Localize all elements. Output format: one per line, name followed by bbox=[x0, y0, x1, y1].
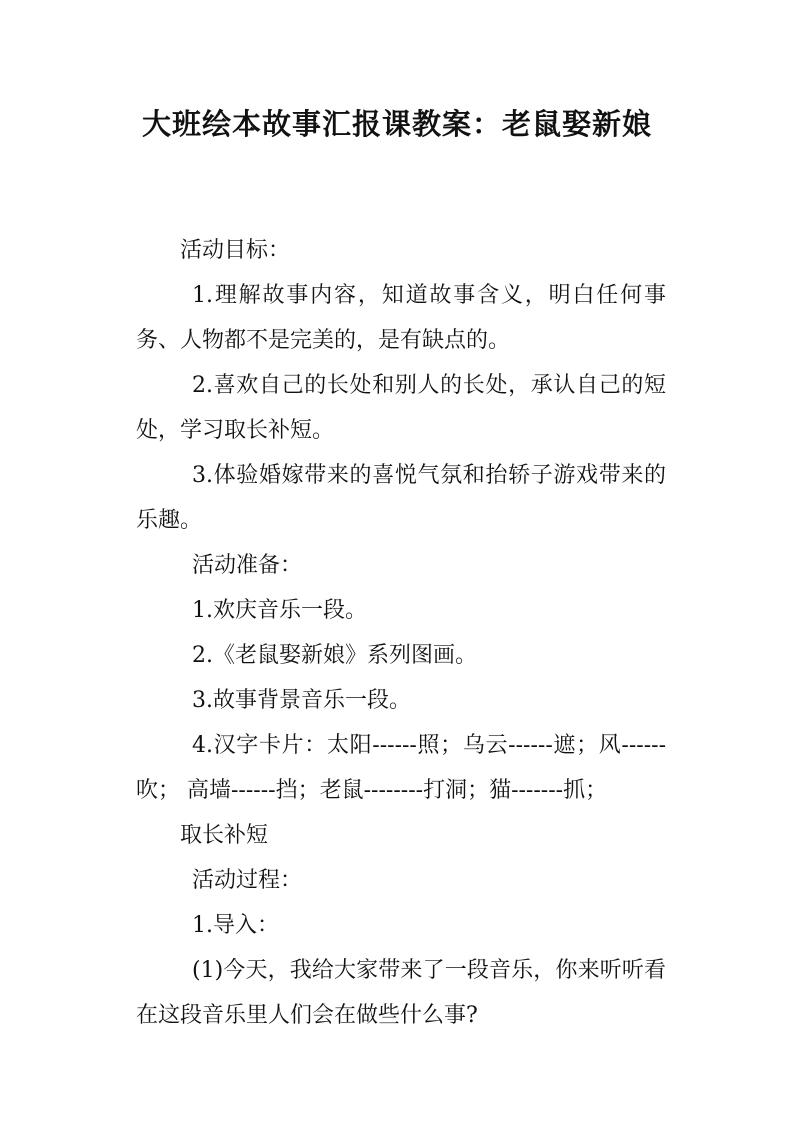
goal-item-2: 2.喜欢自己的长处和别人的长处，承认自己的短处，学习取长补短。 bbox=[136, 373, 666, 443]
goal-item-1: 1.理解故事内容，知道故事含义，明白任何事务、人物都不是完美的，是有缺点的。 bbox=[136, 283, 666, 353]
section-heading-preparation: 活动准备： bbox=[192, 553, 303, 578]
document-body bbox=[136, 228, 666, 1038]
section-heading-goals: 活动目标： bbox=[180, 238, 291, 263]
preparation-item-4: 4.汉字卡片：太阳------照；乌云------遮；风------吹； 高墙------挡；老鼠--------打洞；猫-------抓； bbox=[136, 733, 666, 803]
section-heading-process: 活动过程： bbox=[192, 868, 303, 893]
document-title: 大班绘本故事汇报课教案：老鼠娶新娘 bbox=[141, 107, 652, 141]
preparation-item-1: 1.欢庆音乐一段。 bbox=[192, 598, 367, 623]
section-note: 取长补短 bbox=[180, 823, 269, 848]
preparation-item-3: 3.故事背景音乐一段。 bbox=[192, 688, 411, 713]
process-step-1: 1.导入： bbox=[192, 913, 279, 938]
preparation-item-2: 2.《老鼠娶新娘》系列图画。 bbox=[192, 643, 477, 668]
process-substep-1: (1)今天，我给大家带来了一段音乐，你来听听看在这段音乐里人们会在做些什么事? bbox=[136, 958, 666, 1028]
goal-item-3: 3.体验婚嫁带来的喜悦气氛和抬轿子游戏带来的乐趣。 bbox=[136, 463, 666, 533]
